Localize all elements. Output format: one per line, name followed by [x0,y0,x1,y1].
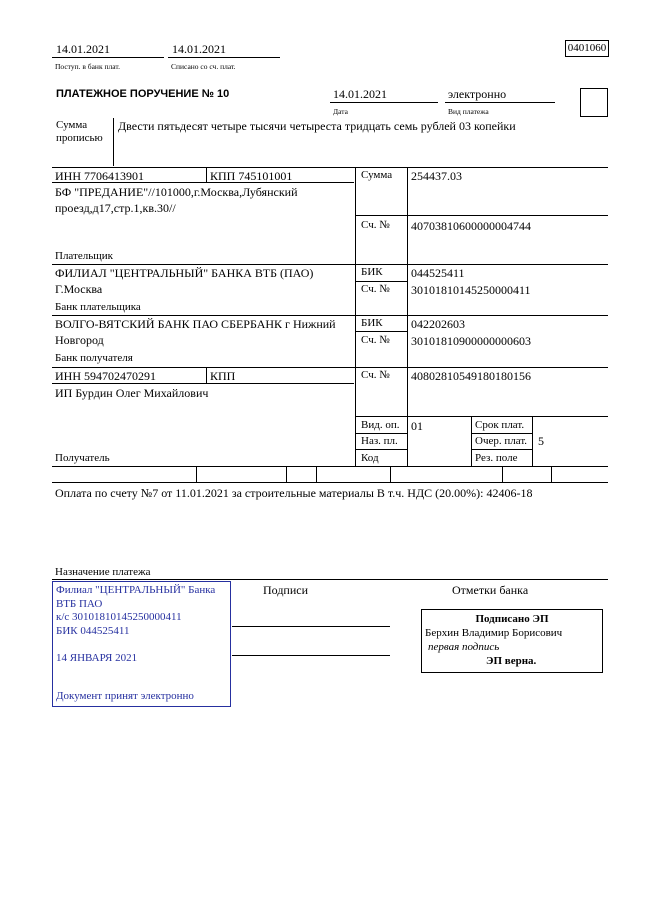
payee-inn: ИНН 594702470291 [55,369,156,383]
document-date-line [330,102,438,103]
payer-bank-bik: 044525411 [411,266,465,280]
payer-bank-name-1: ФИЛИАЛ "ЦЕНТРАЛЬНЫЙ" БАНКА ВТБ (ПАО) [55,266,314,280]
signature-line-1 [232,626,390,627]
payer-name-2: проезд,д17,стр.1,кв.30// [55,201,176,215]
purpose-text: Оплата по счету №7 от 11.01.2021 за строительные материалы В т.ч. НДС (20.00%): 42406-18 [55,486,533,500]
payee-label: Получатель [55,452,110,464]
amount-words-label-1: Сумма [56,119,88,131]
vid-op-label: Вид. оп. [361,419,400,431]
payer-bank-account-label: Сч. № [361,283,390,295]
debited-caption: Списано со сч. плат. [171,62,236,71]
form-code: 0401060 [565,40,609,57]
payer-account: 40703810600000004744 [411,219,531,233]
ep-signature-box [421,609,603,673]
payee-bank-name-1: ВОЛГО-ВЯТСКИЙ БАНК ПАО СБЕРБАНК г Нижний [55,317,336,331]
signatures-label: Подписи [263,583,309,597]
grid-line [471,416,472,466]
sum-label: Сумма [361,169,393,181]
payment-kind-line [445,102,555,103]
bank-stamp [52,581,231,707]
purpose-label: Назначение платежа [55,566,151,578]
payer-bank-account: 30101810145250000411 [411,283,531,297]
grid-line [356,281,408,282]
grid-line [52,167,608,168]
document-title: ПЛАТЕЖНОЕ ПОРУЧЕНИЕ № 10 [56,88,230,100]
stamp-line-3: к/с 30101810145250000411 [56,611,182,623]
grid-line [356,433,408,434]
grid-line [471,433,532,434]
payee-bank-bik-label: БИК [361,317,383,329]
amount-words-divider [113,118,114,166]
naz-pl-label: Наз. пл. [361,435,398,447]
kod-label: Код [361,452,379,464]
payer-kpp: КПП 745101001 [210,169,293,183]
payee-account-label: Сч. № [361,369,390,381]
grid-line [52,315,608,316]
grid-line [502,466,503,482]
grid-line [532,416,533,466]
srok-label: Срок плат. [475,419,525,431]
payee-name: ИП Бурдин Олег Михайлович [55,386,209,400]
payer-label: Плательщик [55,250,113,262]
stamp-line-4: БИК 044525411 [56,625,130,637]
vid-op-value: 01 [411,419,423,433]
payer-inn: ИНН 7706413901 [55,169,144,183]
payer-bank-label: Банк плательщика [55,301,141,313]
grid-line [286,466,287,482]
grid-line [196,466,197,482]
ep-signer: Берхин Владимир Борисович [425,627,563,639]
received-caption: Поступ. в банк плат. [55,62,120,71]
grid-line [551,466,552,482]
stamp-line-1: Филиал "ЦЕНТРАЛЬНЫЙ" Банка [56,584,216,596]
bank-marks-label: Отметки банка [452,583,529,597]
grid-line [52,264,608,265]
received-date: 14.01.2021 [56,42,110,56]
payee-bank-name-2: Новгород [55,333,104,347]
payee-bank-account: 30101810900000000603 [411,334,531,348]
amount-words-text: Двести пятьдесят четыре тысячи четыреста тридцать семь рублей 03 копейки [118,119,516,133]
payee-bank-account-label: Сч. № [361,334,390,346]
payment-kind: электронно [448,87,507,101]
ocher-label: Очер. плат. [475,435,528,447]
stamp-line-2: ВТБ ПАО [56,598,103,610]
grid-line [206,367,207,383]
ocher-value: 5 [538,434,544,448]
payer-bank-name-2: Г.Москва [55,282,103,296]
stamp-accepted: Документ принят электронно [56,690,194,702]
grid-line [390,466,391,482]
grid-line [356,331,408,332]
signature-line-2 [232,655,390,656]
sum-value: 254437.03 [411,169,462,183]
grid-line [355,167,356,466]
grid-line [206,167,207,182]
ep-signed: Подписано ЭП [475,613,549,625]
purpose-line [52,579,608,580]
document-date: 14.01.2021 [333,87,387,101]
grid-line [407,167,408,466]
grid-line [471,449,532,450]
amount-words-label-2: прописью [56,132,103,144]
grid-line [356,215,608,216]
payee-bank-bik: 042202603 [411,317,465,331]
received-date-line [52,57,164,58]
grid-line [356,416,608,417]
payee-kpp: КПП [210,369,236,383]
grid-line [316,466,317,482]
ep-signer-role: первая подпись [428,641,500,653]
payer-account-label: Сч. № [361,219,390,231]
grid-line [52,367,608,368]
document-date-caption: Дата [333,107,348,116]
grid-line [356,449,408,450]
debited-date: 14.01.2021 [172,42,226,56]
payer-bank-bik-label: БИК [361,266,383,278]
debited-date-line [168,57,280,58]
rez-label: Рез. поле [475,452,518,464]
stamp-date: 14 ЯНВАРЯ 2021 [56,652,138,664]
payment-kind-caption: Вид платежа [448,107,489,116]
grid-line [52,482,608,483]
payee-bank-label: Банк получателя [55,352,133,364]
payee-account: 40802810549180180156 [411,369,531,383]
grid-line [52,466,608,467]
payer-name-1: БФ "ПРЕДАНИЕ"//101000,г.Москва,Лубянский [55,185,298,199]
ep-verified: ЭП верна. [486,655,537,667]
blank-box [580,88,608,117]
